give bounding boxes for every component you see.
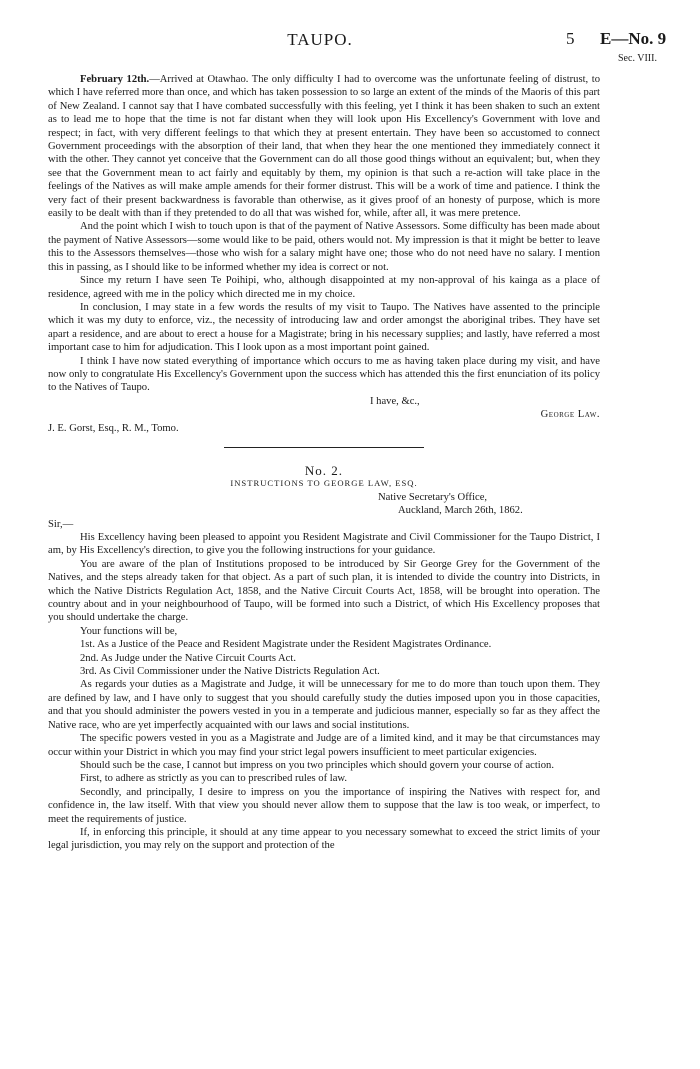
letter2-office-line-1: Native Secretary's Office,	[378, 491, 488, 503]
letter1-signature: George Law.	[540, 409, 600, 421]
letter1-date-label: February 12th.	[80, 74, 150, 85]
letter2-paragraph-1: His Excellency having been pleased to appoint you Resident Magistrate and Civil Commissioner for the Taupo District, I am, by His Excellency's direction, to give you the following instructions for your guidance.	[48, 532, 600, 557]
document-reference: E—No. 9	[600, 29, 667, 48]
letter1-addressee: J. E. Gorst, Esq., R. M., Tomo.	[48, 422, 179, 434]
letter1-closing: I have, &c.,	[370, 395, 420, 407]
letter2-paragraph-3: Your functions will be,	[80, 625, 178, 637]
letter2-paragraph-7: First, to adhere as strictly as you can to prescribed rules of law.	[80, 773, 348, 785]
letter2-paragraph-8: Secondly, and principally, I desire to impress on you the importance of inspiring the Natives with respect for, and confidence in, the law itself. With that view you should never allow them to suppose that the law is too weak, or imperfect, to meet the requirements of justice.	[48, 786, 600, 825]
letter2-paragraph-6: Should such be the case, I cannot but impress on you two principles which should govern your course of action.	[80, 759, 554, 771]
letter2-paragraph-4: As regards your duties as a Magistrate and Judge, it will be unnecessary for me to do more than touch upon them. They are defined by law, and I have only to suggest that you should carefully study the duties imposed upon you in those capacities, and that you should administer the powers vested in you in a temperate and judicious manner, especially so far as they affect the Native race, who are yet imperfectly acquainted with our laws and social institutions.	[48, 679, 600, 731]
letter2-number: No. 2.	[304, 462, 344, 478]
section-label: Sec. VIII.	[618, 53, 657, 64]
letter1-paragraph-1-text: —Arrived at Otawhao. The only difficulty I had to overcome was the unfortunate feeling of distrust, to which I have referred more than once, and which has taken possession to so large an extent of the minds of the Maoris of this part of New Zealand. I cannot say that I have combated successfully with this feeling, yet I think it has been shaken to such an extent as to lead me to hope that the time is not far distant when they will look upon His Excellency's Government with love and respect; in fact, with very different feelings to that which they at present entertain. They have been so accustomed to connect Government proceedings with the absorption of their land, that when they hear the one mentioned they immediately connect it with the other. They cannot yet conceive that the Government can do all those good things without an equivalent; but, when they see that the Government mean to act fairly and equitably by them, my opinion is that such a re-action will take place in the feelings of the Natives as will make ample amends for their former distrust. This will be a work of time and patience. I think the very fact of their present backwardness is favorable than otherwise, as it gives proof of an honesty of purpose, which is more easily to be dealt with than if they pretended to do all that was wished for, while, after all, it was mere pretence.	[48, 74, 600, 220]
letter1-paragraph-1	[48, 73, 600, 220]
page-number: 5	[566, 29, 575, 48]
letter1-paragraph-3: Since my return I have seen Te Poihipi, who, although disappointed at my non-approval of his kainga as a place of residence, agreed with me in the policy which directed me in my choice.	[48, 275, 600, 300]
section-divider	[224, 447, 424, 448]
letter2-subtitle: INSTRUCTIONS TO GEORGE LAW, ESQ.	[230, 478, 418, 489]
document-body	[48, 73, 600, 853]
letter2-paragraph-2: You are aware of the plan of Institutions proposed to be introduced by Sir George Grey for the Government of the Natives, and the steps already taken for that object. As a part of such plan, it is intended to divide the country into Districts, in which the Native Districts Regulation Act, 1858, and the Native Circuit Courts Act, 1858, will be brought into operation. The country about and in your neighbourhood of Taupo, will be formed into such a District, of which His Excellency proposes that you should undertake the charge.	[48, 558, 600, 624]
letter1-paragraph-2: And the point which I wish to touch upon is that of the payment of Native Assessors. Some difficulty has been made about the payment of Native Assessors—some would like to be paid, others would not. My impression is that it might be better to leave this to the Assessors themselves—those who wish for a salary might have one; those who do not need have no salary. I mention this in passing, as I should like to be informed whether my idea is correct or not.	[48, 221, 600, 273]
letter2-office-line-2: Auckland, March 26th, 1862.	[398, 505, 523, 517]
letter2-list-item-1: 1st. As a Justice of the Peace and Resident Magistrate under the Resident Magistrates Ordinance.	[80, 639, 492, 651]
letter2-paragraph-5: The specific powers vested in you as a Magistrate and Judge are of a limited kind, and it may be that circumstances may occur within your District in which you may find your strict legal powers insufficient to meet particular exigencies.	[48, 733, 600, 758]
letter2-salutation: Sir,—	[48, 518, 74, 530]
letter1-paragraph-5: I think I have now stated everything of importance which occurs to me as having taken place during my visit, and have now only to congratulate His Excellency's Government upon the success which has attended this the first enunciation of its policy to the Natives of Taupo.	[48, 355, 600, 394]
letter2-list-item-3: 3rd. As Civil Commissioner under the Native Districts Regulation Act.	[80, 666, 380, 678]
letter2-paragraph-9: If, in enforcing this principle, it should at any time appear to you necessary somewhat to exceed the strict limits of your legal jurisdiction, you may rely on the support and protection of the	[48, 826, 600, 852]
letter1-paragraph-4: In conclusion, I may state in a few words the results of my visit to Taupo. The Natives have assented to the principle which it was my duty to enforce, viz., the necessity of introducing law and order amongst the aboriginal tribes. They have set apart a residence, and are about to erect a house for a Magistrate; bring in his necessary supplies; and lastly, have referred a most important case to him for adjudication. This I look upon as a most important point gained.	[48, 301, 600, 354]
page-running-title: TAUPO.	[287, 30, 353, 49]
letter2-list-item-2: 2nd. As Judge under the Native Circuit Courts Act.	[80, 652, 296, 664]
